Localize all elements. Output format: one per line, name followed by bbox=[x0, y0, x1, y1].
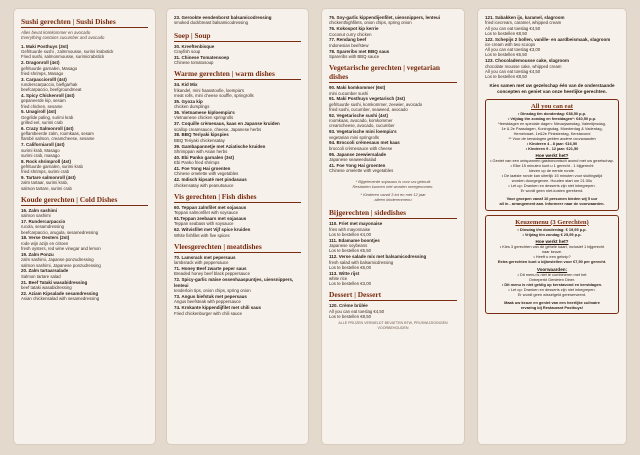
menu-item-description: salmon sashimi bbox=[21, 213, 51, 219]
menu-item-description: fried sushi, cucumber, seaweed, avocado bbox=[329, 107, 408, 113]
menu-item bbox=[21, 175, 148, 191]
menu-item-name: 22. Aziam Kipsalade sesamdressing bbox=[21, 290, 99, 296]
middle-note-line: alleen kinderenmenu bbox=[374, 197, 412, 203]
menu-item-name: 31. Chinese Tomatensoep bbox=[174, 54, 230, 60]
menu-item-description: zalm sashimi, Japanse ponzudressing bbox=[21, 257, 94, 263]
menu-item-description: scallop creamsauce, cheese, Japanese herbs bbox=[174, 126, 262, 132]
menu-item bbox=[174, 44, 301, 55]
menu-item-name: 8. Rock shrimproll (4st) bbox=[21, 158, 72, 164]
menu-item bbox=[174, 110, 301, 121]
menu-item-description: Ebi Panko fried shrimps bbox=[174, 160, 220, 166]
info-line: • Dinsdag t/m donderdag: €38,50 p.p. bbox=[517, 111, 587, 117]
info-line: Voor groepen vanaf 10 personen bieden wij 5 uur bbox=[506, 195, 598, 201]
info-line: ervaring bij Restaurant Posthuys! bbox=[520, 304, 584, 310]
menu-item bbox=[174, 166, 301, 177]
section-title-sushi: Sushi gerechten | Sushi Dishes bbox=[21, 17, 148, 28]
dessert-list bbox=[329, 303, 457, 319]
menu-item bbox=[329, 163, 457, 174]
menu-item-name: 121. Sabakken ijs, karamel, slagroom bbox=[485, 15, 565, 20]
menu-item-name: 41. Foe Yong Hai groenten bbox=[329, 162, 386, 168]
menu-item bbox=[21, 60, 148, 76]
col4-top-list bbox=[485, 15, 619, 79]
info-line: all in - arrangement aan. Informeer naar de voorwaarden. bbox=[499, 200, 605, 206]
menu-item-description: fresh oysters, red wine vinegar and lemon bbox=[21, 246, 101, 252]
info-line: ** Voor de kerstdagen gelden andere voorwaarden bbox=[508, 135, 596, 141]
menu-item-name: 92. Vegetarische sushi (4st) bbox=[329, 112, 389, 118]
menu-item bbox=[485, 58, 619, 79]
vegetarian-list bbox=[329, 85, 457, 173]
menu-item-name: 72. Spicy-garlic mäise ossenhaaspuntjes, uiensnippers, lenteui bbox=[174, 277, 294, 288]
menu-item-name: 37. Coquille crèmesaus, kaas en Japanse kruiden bbox=[174, 121, 280, 127]
info-line: worden doorgegeven. Houden start om 21:30u bbox=[511, 178, 593, 184]
menu-item-description: gepaneerde kip, sesam bbox=[21, 98, 66, 104]
menu-column-4 bbox=[477, 8, 627, 445]
menu-item bbox=[21, 235, 148, 251]
menu-item-name: 73. Angus biefstuk met pepersaus bbox=[174, 293, 247, 299]
all-you-can-eat-box bbox=[485, 99, 619, 210]
menu-item bbox=[174, 15, 301, 26]
menu-item-description: gefrituurde garnalen, surimi krab bbox=[21, 164, 83, 170]
menu-item bbox=[21, 44, 148, 60]
menu-item-description: Teppan seabass with soysauce bbox=[174, 221, 234, 227]
menu-item-name: 2. Dragonroll (4st) bbox=[21, 60, 60, 66]
footer-note: ALLE PRIJZEN VERMELDT BEVATTEN BTW, PRIJSWIJZIGINGEN VOORBEHOUDEN bbox=[338, 321, 448, 330]
menu-item bbox=[21, 208, 148, 219]
menu-item bbox=[21, 142, 148, 158]
keuze-condition-lines bbox=[490, 273, 614, 298]
menu-item bbox=[329, 37, 457, 48]
menu-item-description: Los te bestellen €8,50 bbox=[485, 30, 528, 36]
info-line: Extra gerechten kunt u bijbestellen voor €7,50 per gerecht. bbox=[497, 259, 607, 265]
info-line: *feestdagen en speciale dagen: Nieuwjaarsdag, Valentijnsdag, bbox=[498, 121, 606, 127]
info-line: 1e & 2e Paasdagen, Koningsdag, Moederdag & Vaderdag, bbox=[501, 125, 603, 131]
menu-item bbox=[174, 205, 301, 216]
menu-item-description: All you can eat toeslag €4,50 bbox=[485, 25, 541, 31]
middle-note-line: * Kinderen vanaf 3 tot en met 12 jaar bbox=[360, 192, 426, 198]
menu-item bbox=[329, 96, 457, 112]
info-line: • Kies 3 gerechten van de gehele kaart, inclusief 1 bijgerecht bbox=[499, 244, 605, 250]
menu-item-name: 112. Verse salade mix met balsamicodressing bbox=[329, 254, 427, 260]
menu-item-description: Los te bestellen €5,50 bbox=[329, 248, 372, 254]
menu-item-name: 9. Tartare salmonroll (4st) bbox=[21, 175, 76, 181]
section-title-fish: Vis gerechten | Fish dishes bbox=[174, 192, 301, 203]
menu-item-description: Coconut curry chicken bbox=[329, 31, 372, 37]
menu-item bbox=[329, 238, 457, 254]
sides-list bbox=[329, 221, 457, 286]
menu-item-description: Los te bestellen €8,50 bbox=[485, 74, 528, 80]
menu-item-description: Japanese seaweedsalad bbox=[329, 157, 377, 163]
menu-item-description: chickenthighfilets, onion chips, spring onion bbox=[329, 20, 412, 26]
menu-item-description: Japanese soybeans bbox=[329, 243, 368, 249]
menu-item bbox=[485, 15, 619, 36]
menu-item bbox=[21, 268, 148, 279]
menu-item bbox=[174, 55, 301, 66]
info-line: Er wordt geen niet-kosten gerekend. bbox=[520, 187, 584, 193]
menu-item-description: flambé salmon, creamcheese, sesame bbox=[21, 136, 95, 142]
menu-item bbox=[174, 255, 301, 266]
menu-item-description: fried shrimps, Masago bbox=[21, 70, 64, 76]
keuze-how-title: Hoe werkt het? bbox=[535, 239, 569, 245]
fish-list bbox=[174, 205, 301, 238]
info-line: kiezen op de eerste ronde. bbox=[528, 168, 576, 174]
menu-item bbox=[21, 159, 148, 175]
menu-item bbox=[21, 77, 148, 93]
keuze-conditions-title: Voorwaarden: bbox=[536, 267, 568, 273]
menu-item-description: Gefrituurde sushi , zalmmousse, surimi krabstick bbox=[21, 49, 114, 55]
menu-item-name: 6. Crazy Salmonroll (4st) bbox=[21, 125, 74, 131]
menu-item bbox=[329, 152, 457, 163]
menu-item bbox=[174, 132, 301, 143]
menu-item-name: 78. Spareribs met BBQ saus bbox=[329, 48, 390, 54]
menu-item-description: Los te bestellen €8,50 bbox=[329, 314, 372, 320]
menu-item-description: surimi crab, masago bbox=[21, 152, 60, 158]
sushi-list bbox=[21, 44, 148, 191]
menu-item-description: tenderloin tips, onion chips, spring onion bbox=[174, 288, 251, 294]
menu-item bbox=[174, 99, 301, 110]
menu-item-description: Vietnamese chicken springrolls bbox=[174, 115, 234, 121]
menu-item bbox=[329, 15, 457, 26]
menu-item bbox=[174, 82, 301, 98]
menu-item-name: 122. Schepijs 2 bollen, vanille- en aardbeismaak, slagroom bbox=[485, 36, 611, 42]
menu-item-name: 17. Rundercarpaccio bbox=[21, 219, 66, 225]
menu-item-description: beef tataki wasabidressing bbox=[21, 284, 72, 290]
menu-item-description: beefcarpaccio, beefgroundmeat bbox=[21, 87, 82, 93]
menu-item-name: 93. Vegetarische mini loempia's bbox=[329, 129, 397, 135]
menu-item bbox=[21, 280, 148, 291]
menu-item-name: 123. Chocolademousse cake, slagroom bbox=[485, 58, 570, 64]
menu-item bbox=[174, 294, 301, 305]
menu-item-name: 110. Friet met mayonaise bbox=[329, 221, 383, 227]
info-line: • Let op: Dranken en desserts zijn niet inbegrepen. bbox=[508, 183, 596, 189]
menu-item bbox=[174, 216, 301, 227]
col3-top-list bbox=[329, 15, 457, 59]
menu-item-name: 74. Krokante kippendijfilet met chili saus bbox=[174, 305, 262, 311]
menu-item-description: vegetarian mini springrolls bbox=[329, 134, 379, 140]
sushi-note-nl: Alles bevat komkommer en avocado bbox=[21, 30, 91, 35]
info-line: naar keuze. bbox=[541, 249, 563, 255]
info-line: • Dit menu is niet te combineren met het bbox=[517, 272, 587, 278]
info-line: • Vrijdag t/m zondag € 25,95 p.p. bbox=[522, 231, 582, 237]
menu-item-description: Indonesian beefstew bbox=[329, 42, 369, 48]
menu-item-name: 111. Edamame boontjes bbox=[329, 237, 380, 243]
menu-item bbox=[174, 155, 301, 166]
menu-item-description: zalm tartaar, surimi krab, bbox=[21, 180, 69, 186]
menu-item bbox=[174, 144, 301, 155]
section-title-cold: Koude gerechten | Cold Dishes bbox=[21, 195, 148, 206]
menu-item bbox=[329, 129, 457, 140]
menu-item-description: Los te bestellen €6,00 bbox=[329, 264, 372, 270]
menu-item bbox=[21, 291, 148, 302]
menu-item bbox=[329, 26, 457, 37]
menu-item bbox=[174, 305, 301, 316]
menu-item-name: 76. Kokospot kip kerrie bbox=[329, 26, 379, 32]
ayce-group-lines bbox=[490, 197, 614, 207]
menu-item-description: White fishfilet with five spices bbox=[174, 232, 230, 238]
menu-item bbox=[329, 49, 457, 60]
menu-item-name: 94. Broccoli crèmesaus met kaas bbox=[329, 140, 400, 146]
menu-item-description: Shrimppan with Asian herbs bbox=[174, 149, 228, 155]
menu-item-name: 61.Teppan zeebaars met sojasaus bbox=[174, 216, 247, 222]
ayce-title: All you can eat bbox=[531, 103, 573, 111]
menu-item-name: 4. Spicy Chickenroll (4st) bbox=[21, 93, 75, 99]
menu-item-description: Spareribs with BBQ sauce bbox=[329, 54, 380, 60]
info-line: • Kinderen 4 - 8 jaar: €16,50 bbox=[526, 140, 578, 146]
menu-item bbox=[21, 126, 148, 142]
menu-item-description: rode wijn azijn en citroen bbox=[21, 240, 69, 246]
menu-item-description: Los te bestellen €4,00 bbox=[329, 232, 372, 238]
menu-item bbox=[329, 271, 457, 287]
menu-item-description: Breaded honey beef black peppersauce bbox=[174, 271, 250, 277]
menu-item-name: 38. BBQ Teriyaki kipspies bbox=[174, 132, 229, 138]
cold-list bbox=[21, 208, 148, 301]
menu-item-name: 34. Kid Mix bbox=[174, 82, 198, 88]
info-line: • De laatste ronde kan uiterlijk 15 minuten voor sluitingstijd bbox=[501, 173, 603, 179]
info-line: • Heeft u een geknip? bbox=[533, 254, 571, 260]
menu-item-description: gefrituurde sushi, komkommer, zeewier, avocado bbox=[329, 101, 423, 107]
menu-item-description: surimi krab, Masago bbox=[21, 147, 60, 153]
menu-item bbox=[21, 93, 148, 109]
menu-item-name: 95. Japanse zeewiersalade bbox=[329, 151, 387, 157]
menu-item-description: fried shrimps, surimi crab bbox=[21, 169, 69, 175]
keuze-price-lines bbox=[490, 228, 614, 238]
menu-item bbox=[21, 219, 148, 235]
menu-item-description: meat rolls, mini cheese souffle, springrolls bbox=[174, 93, 254, 99]
info-line: Onbeperkt Genieten Diner. bbox=[528, 276, 576, 282]
menu-item-description: Chinese tomatosoup bbox=[174, 60, 214, 66]
section-title-soup: Soep | Soup bbox=[174, 31, 301, 42]
info-line: • Let op: Dranken en desserts zijn niet inbegrepen. bbox=[508, 286, 596, 292]
menu-item-name: 62. Witvisfilet met Vijf spice kruiden bbox=[174, 227, 251, 233]
info-line: Er wordt geen wisselgeld gereserveerd. bbox=[517, 291, 587, 297]
menu-item-name: 36. Vietnamese kiploempia's bbox=[174, 110, 235, 116]
menu-item-description: Angus beefsteak with peppersauce bbox=[174, 299, 241, 305]
menu-item-description: fried chicken, sesame bbox=[21, 103, 63, 109]
ayce-price-lines bbox=[490, 112, 614, 151]
menu-item-description: fries with mayonnaise bbox=[329, 226, 371, 232]
info-line: • Elke 15 minuten kunt u 1 gerecht - 1 bijgerecht bbox=[510, 163, 594, 169]
info-line: • Kinderen 9 - 12 jaar: €21,50 bbox=[525, 145, 579, 151]
info-line: • Dit menu is niet geldig op kerstavond en kerstdagen. bbox=[501, 281, 603, 287]
menu-item-name: 70. Lamsrack met pepersaus bbox=[174, 254, 236, 260]
menu-item bbox=[329, 85, 457, 96]
menu-item-name: 19. Zalm Ponzu bbox=[21, 251, 54, 257]
info-line: • Dinsdag t/m donderdag: € 19,95 p.p. bbox=[517, 226, 587, 232]
menu-item bbox=[21, 109, 148, 125]
menu-item-name: 1. Maki Posthuys (3st) bbox=[21, 43, 69, 49]
menu-item-description: ice cream with two scoops bbox=[485, 42, 536, 48]
menu-item-description: lambsrack with peppersauce bbox=[174, 260, 229, 266]
menu-item-description: fried icecream, caramel, whipped cream bbox=[485, 20, 562, 26]
menu-item-description: All you can eat toeslag €4,50 bbox=[329, 308, 385, 314]
menu-item-description: All you can eat toeslag €3,00 bbox=[485, 47, 541, 53]
menu-item-name: 41. Foe Yong Hai groenten bbox=[174, 166, 231, 172]
info-line: • Vrijdag t/m zondag en feestdagen*: €40,50 p.p. bbox=[507, 116, 597, 122]
menu-item-name: 35. Gyoza kip bbox=[174, 98, 203, 104]
menu-item bbox=[174, 121, 301, 132]
menu-item-description: roomkaas, avocado, komkommer bbox=[329, 118, 393, 124]
menu-item-name: 30. Kreeftenbisque bbox=[174, 43, 215, 49]
menu-item-description: frikandel, mini haasstoofie, loempia's bbox=[174, 87, 245, 93]
menu-item-description: salmon sashimi, Japanese ponzudressing bbox=[21, 262, 101, 268]
middle-note-line: Restanten kunnen niet worden meegenomen. bbox=[352, 184, 434, 190]
menu-item-name: 42. Indisch kipsaté met pindasaus bbox=[174, 177, 247, 183]
info-line: Hemelvaart, 1e&2e Pinksterdag, Kerstavond bbox=[513, 130, 591, 136]
menu-item-description: runderscarpaccio, bieflgarhak bbox=[21, 82, 78, 88]
menu-item-description: grilled eel, surimi crab bbox=[21, 120, 63, 126]
menu-item-description: Chinese omelette with vegetables bbox=[174, 171, 239, 177]
menu-item-description: gefrituurde garnalen, Masago bbox=[21, 65, 78, 71]
menu-item-description: salmon tartare, surimi crab bbox=[21, 185, 72, 191]
menu-item-name: 23. Gerookte eendenborst balsamicodressing bbox=[174, 15, 272, 20]
menu-item-description: Teppan salmonfilet with soysauce bbox=[174, 210, 239, 216]
menu-item-description: Asian chickensalad with sesamedressing bbox=[21, 296, 100, 302]
menu-item-description: beefcarpaccio, arugula, sesamedressing bbox=[21, 229, 99, 235]
menu-item bbox=[174, 227, 301, 238]
section-title-warm: Warme gerechten | warm dishes bbox=[174, 69, 301, 80]
menu-item-description: smoked duckbreast balsamicodressing bbox=[174, 20, 249, 26]
menu-item bbox=[329, 303, 457, 319]
meat-list bbox=[174, 255, 301, 316]
soup-list bbox=[174, 44, 301, 66]
sushi-note-en: Everything contains cucumber and avocado bbox=[21, 35, 105, 41]
middle-note-line: * Bijgeleverde sojasaus is voor uw gebruik bbox=[355, 179, 431, 185]
menu-item-name: 21. Beef Tataki wasabidressing bbox=[21, 279, 88, 285]
section-title-meat: Vleesgerechten | meatdishes bbox=[174, 242, 301, 253]
menu-item bbox=[329, 140, 457, 151]
ayce-how-lines bbox=[490, 159, 614, 193]
middle-note bbox=[333, 179, 453, 202]
menu-item-name: 3. Carpacciorolll (4st) bbox=[21, 76, 67, 82]
menu-item-description: Fried chickenburger with chili sauce bbox=[174, 310, 243, 316]
info-line: • Geniet van een ontspannen gastronomisch avond met uw gezelschap. bbox=[490, 158, 614, 164]
menu-item-description: chocolate mousse cake, whipped cream bbox=[485, 63, 562, 69]
info-line: Maak uw keuze en geniet van een heerlijke culinaire bbox=[504, 299, 600, 305]
ayce-how-title: Hoe werkt het? bbox=[535, 153, 569, 159]
menu-item-description: Fried sushi, salmonmousse, surimicrabstick bbox=[21, 54, 105, 60]
section-title-sides: Bijgerechten | sidedishes bbox=[329, 208, 457, 219]
menu-item-name: 77. Rendang beef bbox=[329, 37, 367, 43]
warm-list bbox=[174, 82, 301, 187]
menu-item bbox=[174, 177, 301, 188]
menu-column-2 bbox=[166, 8, 309, 445]
menu-item-description: creamcheese, avocado, cucumber bbox=[329, 123, 395, 129]
section-title-dessert: Dessert | Dessert bbox=[329, 290, 457, 301]
menu-item-description: All you can eat toeslag €4,50 bbox=[485, 68, 541, 74]
keuze-how-lines bbox=[490, 245, 614, 265]
menu-item-description: white rice bbox=[329, 276, 348, 282]
menu-item-name: 40. Ebi Panko garnalen (3st) bbox=[174, 154, 235, 160]
menu-item-name: 71. Honey Beef zwarte peper saus bbox=[174, 266, 247, 272]
menu-item-name: 5. Unagiroll (4st) bbox=[21, 109, 57, 115]
menu-item-name: 113. Witte rijst bbox=[329, 270, 360, 276]
menu-item-name: 39. Gambapannetje met Aziatische kruiden bbox=[174, 143, 266, 149]
menu-item bbox=[174, 277, 301, 293]
menu-item-description: Crayfish soup bbox=[174, 49, 201, 55]
menu-item-name: 75. Soy-garlic kippendijenfilet, uiensnippers, lenteui bbox=[329, 15, 441, 20]
menu-item bbox=[21, 252, 148, 268]
menu-item-description: fresh salad with balsamicdressing bbox=[329, 259, 394, 265]
keuze-final-lines bbox=[490, 301, 614, 311]
menu-item-description: Gegrilde paling, surimi krab bbox=[21, 114, 74, 120]
menu-item-name: 60. Teppan zalmfilet met sojasaus bbox=[174, 204, 247, 210]
keuzemenu-box bbox=[485, 215, 619, 315]
menu-item-name: 18. Verse Oesters (2st) bbox=[21, 235, 70, 241]
menu-item bbox=[174, 266, 301, 277]
concept-intro: Kies samen met uw gezelschap één van de onderstaande concepten en geniet van onze heerlijke gerechten. bbox=[489, 83, 615, 95]
col2-top-list bbox=[174, 15, 301, 26]
menu-item-description: BBQ Teriyaki chickensatay bbox=[174, 137, 225, 143]
menu-item-description: broccoli crèmesauce with cheese bbox=[329, 145, 393, 151]
menu-item-description: chicken dumplings bbox=[174, 104, 210, 110]
menu-item-description: Los te bestellen €6,50 bbox=[485, 52, 528, 58]
menu-item-description: mini cucumber sushi bbox=[329, 90, 369, 96]
menu-item-description: rucola, sesamdressing bbox=[21, 224, 64, 230]
menu-item-name: 7. Californiaroll (4st) bbox=[21, 142, 65, 148]
keuze-title: Keuzemenu (3 Gerechten) bbox=[515, 218, 589, 226]
menu-item bbox=[329, 113, 457, 129]
menu-item-name: 16. Zalm sashimi bbox=[21, 207, 58, 213]
menu-column-3 bbox=[321, 8, 465, 445]
menu-item-name: 20. Zalm tartaarsalade bbox=[21, 268, 69, 274]
menu-item bbox=[329, 254, 457, 270]
menu-item-name: 120. Crème brûlée bbox=[329, 303, 368, 309]
menu-item bbox=[329, 221, 457, 237]
menu-item-description: Chinese omelette with vegetables bbox=[329, 168, 394, 174]
menu-item-description: chickensatay with peanutsauce bbox=[174, 182, 234, 188]
menu-column-1 bbox=[13, 8, 156, 445]
section-title-vegetarian: Vegetarische gerechten | vegetarian dishes bbox=[329, 63, 457, 83]
menu-item-name: 90. Maki komkommer (6st) bbox=[329, 85, 386, 91]
menu-item-description: geflambeerde zalm, roomkaas, sesam bbox=[21, 131, 94, 137]
menu-item bbox=[485, 37, 619, 58]
menu-item-name: 91. Maki Posthuys vegetarisch (3st) bbox=[329, 96, 406, 102]
menu-item-description: Los te bestellen €3,00 bbox=[329, 281, 372, 287]
menu-item-description: Salmon tartare salad bbox=[21, 273, 61, 279]
